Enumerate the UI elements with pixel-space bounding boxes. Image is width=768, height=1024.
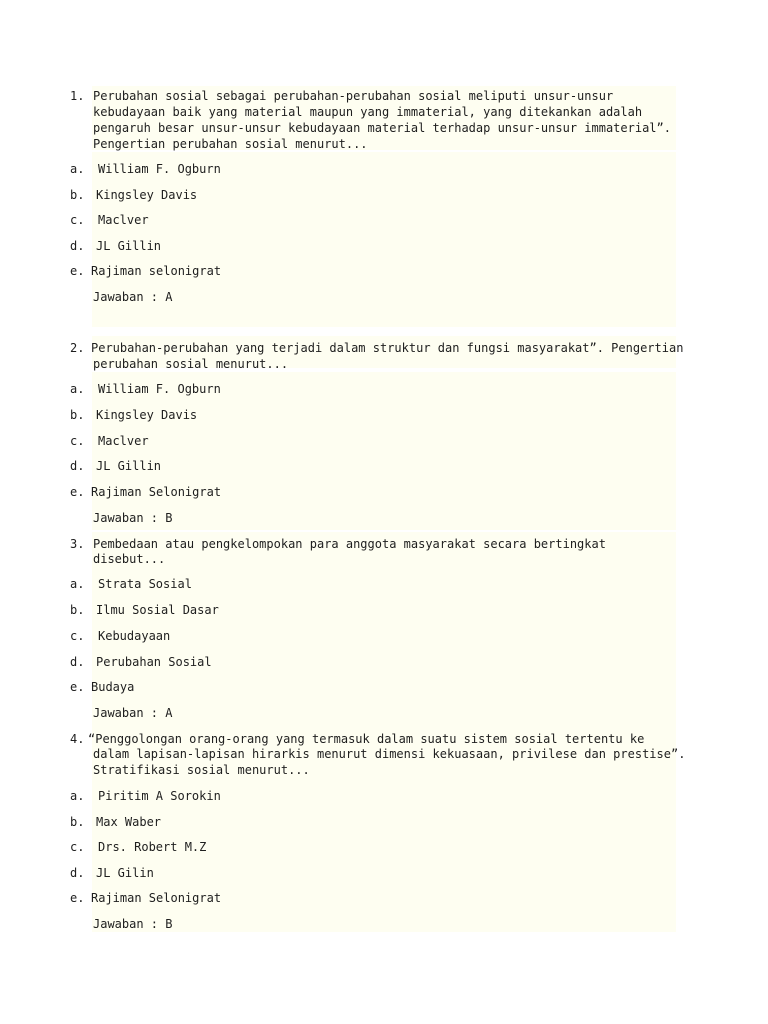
option-letter: e. [70,891,85,905]
option-letter: d. [70,239,85,253]
option-letter: b. [70,815,85,829]
question-stem-line: Pembedaan atau pengkelompokan para anggota masyarakat secara bertingkat [93,537,606,551]
question-stem-line: “Penggolongan orang-orang yang termasuk dalam suatu sistem sosial tertentu ke [88,732,645,746]
highlight-band-q1-body [92,152,676,327]
option-text: Rajiman Selonigrat [91,485,222,499]
option-letter: a. [70,162,85,176]
option-text: Ilmu Sosial Dasar [96,603,219,617]
option-letter: e. [70,680,85,694]
question-stem-line: Perubahan sosial sebagai perubahan-perubahan sosial meliputi unsur-unsur [93,89,614,103]
option-letter: d. [70,655,85,669]
question-number: 2. [70,341,85,355]
option-text: JL Gillin [96,239,162,253]
option-text: Kingsley Davis [96,188,198,202]
option-text: JL Gillin [96,459,162,473]
option-text: Piritim A Sorokin [98,789,221,803]
option-text: Perubahan Sosial [96,655,212,669]
option-text: JL Gilin [96,866,154,880]
option-text: William F. Ogburn [98,162,221,176]
question-stem-line: pengaruh besar unsur-unsur kebudayaan material terhadap unsur-unsur immaterial”. [93,121,671,135]
question-stem-line: Pengertian perubahan sosial menurut... [93,137,368,151]
highlight-band-q3 [92,532,676,727]
answer-key: Jawaban : B [93,917,173,931]
option-letter: c. [70,434,85,448]
option-letter: b. [70,603,85,617]
option-letter: e. [70,264,85,278]
question-stem-line: kebudayaan baik yang material maupun yang immaterial, yang ditekankan adalah [93,105,643,119]
question-stem-line: Stratifikasi sosial menurut... [93,763,310,777]
question-stem-line: disebut... [93,552,166,566]
option-letter: c. [70,629,85,643]
option-letter: d. [70,459,85,473]
question-stem-line: dalam lapisan-lapisan hirarkis menurut dimensi kekuasaan, privilese dan prestise”. [93,747,686,761]
answer-key: Jawaban : A [93,290,173,304]
question-number: 4. [70,732,85,746]
option-letter: e. [70,485,85,499]
option-letter: c. [70,213,85,227]
answer-key: Jawaban : A [93,706,173,720]
option-text: Maclver [98,434,149,448]
option-text: William F. Ogburn [98,382,221,396]
question-number: 1. [70,89,85,103]
question-stem-line: Perubahan-perubahan yang terjadi dalam struktur dan fungsi masyarakat”. Pengertian [91,341,684,355]
option-letter: a. [70,789,85,803]
option-letter: b. [70,408,85,422]
option-text: Maclver [98,213,149,227]
question-number: 3. [70,537,85,551]
option-text: Budaya [91,680,135,694]
option-text: Max Waber [96,815,162,829]
option-text: Rajiman Selonigrat [91,891,222,905]
option-text: Rajiman selonigrat [91,264,222,278]
option-text: Kebudayaan [98,629,171,643]
option-letter: b. [70,188,85,202]
option-letter: c. [70,840,85,854]
option-text: Kingsley Davis [96,408,198,422]
option-letter: d. [70,866,85,880]
option-letter: a. [70,577,85,591]
option-text: Strata Sosial [98,577,192,591]
answer-key: Jawaban : B [93,511,173,525]
question-stem-line: perubahan sosial menurut... [93,357,289,371]
option-text: Drs. Robert M.Z [98,840,207,854]
option-letter: a. [70,382,85,396]
